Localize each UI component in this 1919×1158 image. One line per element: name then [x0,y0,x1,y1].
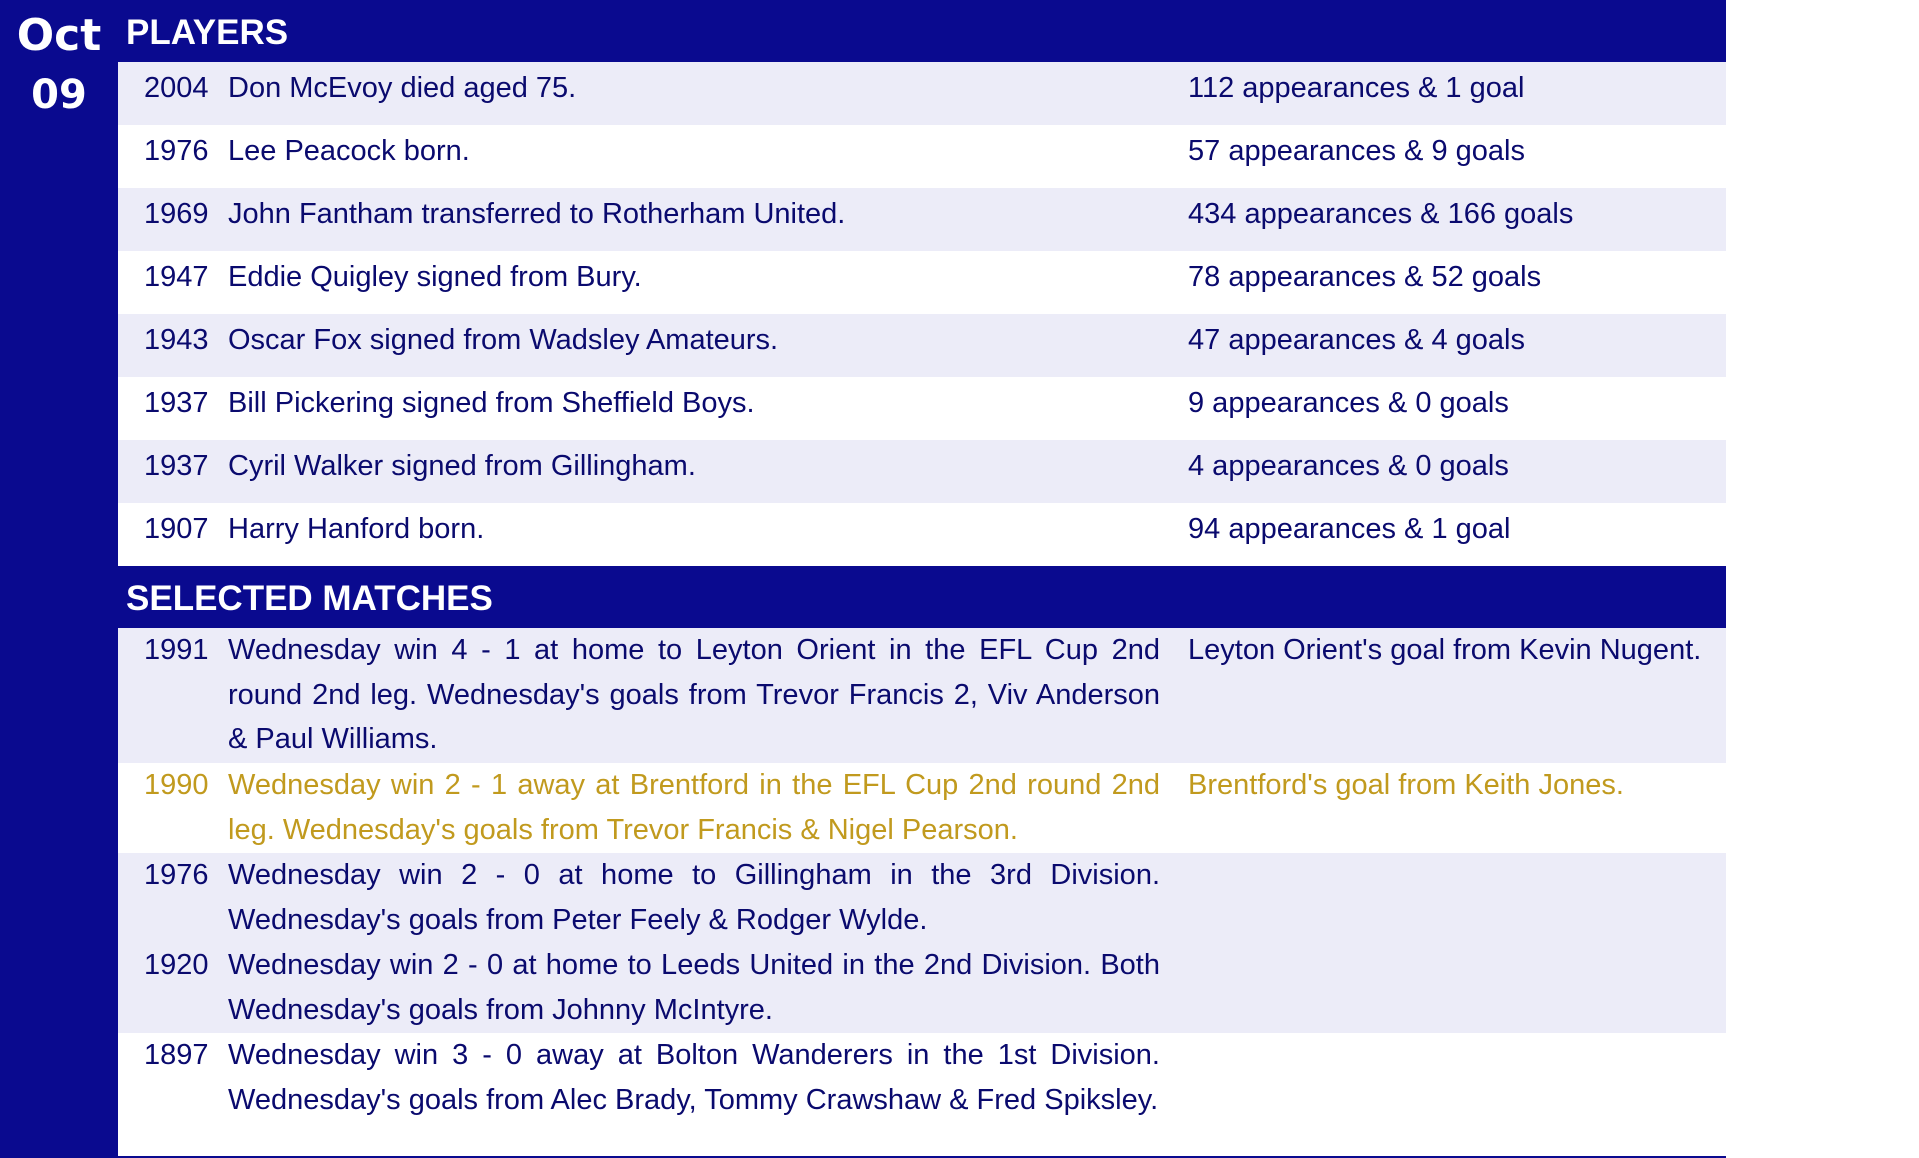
match-description: Wednesday win 3 - 0 away at Bolton Wanderers in the 1st Division. Wednesday's goals from Alec Brady, Tommy Crawshaw & Fred Spiksley. [228,1039,1160,1116]
match-row [118,628,1726,763]
match-row-group [118,853,1726,1033]
player-row [118,440,1726,503]
player-year: 1943 [144,324,209,356]
player-stats: 57 appearances & 9 goals [1188,135,1525,167]
matches-section-header: SELECTED MATCHES [118,566,1726,628]
match-opponent-goals: Leyton Orient's goal from Kevin Nugent. [1188,634,1702,666]
player-stats: 9 appearances & 0 goals [1188,387,1509,419]
date-sidebar [0,0,118,1158]
match-year: 1920 [144,949,209,981]
player-row [118,503,1726,566]
player-row [118,314,1726,377]
player-stats: 434 appearances & 166 goals [1188,198,1574,230]
player-event: Oscar Fox signed from Wadsley Amateurs. [228,324,779,356]
match-year: 1991 [144,634,209,666]
player-event: Eddie Quigley signed from Bury. [228,261,642,293]
match-row [118,853,1726,943]
player-row [118,188,1726,251]
player-event: Harry Hanford born. [228,513,485,545]
player-stats: 78 appearances & 52 goals [1188,261,1542,293]
match-description: Wednesday win 2 - 0 at home to Gillingham in the 3rd Division. Wednesday's goals from Peter Feely & Rodger Wylde. [228,859,1160,936]
match-opponent-goals: Brentford's goal from Keith Jones. [1188,769,1624,801]
players-section-header: PLAYERS [118,0,1726,62]
player-event: Lee Peacock born. [228,135,470,167]
player-row [118,251,1726,314]
match-description: Wednesday win 2 - 0 at home to Leeds United in the 2nd Division. Both Wednesday's goals from Johnny McIntyre. [228,949,1160,1026]
player-year: 1907 [144,513,209,545]
date-day: 09 [31,72,87,118]
date-month: Oct [16,10,102,61]
match-row [118,943,1726,1033]
player-event: Cyril Walker signed from Gillingham. [228,450,696,482]
player-year: 2004 [144,72,209,104]
match-year: 1976 [144,859,209,891]
player-row [118,377,1726,440]
player-year: 1969 [144,198,209,230]
match-year: 1897 [144,1039,209,1071]
player-year: 1937 [144,387,209,419]
player-event: Don McEvoy died aged 75. [228,72,577,104]
player-year: 1947 [144,261,209,293]
match-year: 1990 [144,769,209,801]
player-stats: 112 appearances & 1 goal [1188,72,1525,104]
player-row [118,62,1726,125]
player-stats: 4 appearances & 0 goals [1188,450,1509,482]
match-row-highlighted [118,763,1726,853]
player-stats: 47 appearances & 4 goals [1188,324,1525,356]
player-stats: 94 appearances & 1 goal [1188,513,1511,545]
match-description: Wednesday win 4 - 1 at home to Leyton Orient in the EFL Cup 2nd round 2nd leg. Wednesday's goals from Trevor Francis 2, Viv Anderson & Paul Williams. [228,634,1160,755]
player-event: Bill Pickering signed from Sheffield Boys. [228,387,755,419]
player-year: 1976 [144,135,209,167]
match-description: Wednesday win 2 - 1 away at Brentford in the EFL Cup 2nd round 2nd leg. Wednesday's goals from Trevor Francis & Nigel Pearson. [228,769,1160,846]
player-event: John Fantham transferred to Rotherham United. [228,198,846,230]
player-year: 1937 [144,450,209,482]
match-row [118,1033,1726,1156]
player-row [118,125,1726,188]
